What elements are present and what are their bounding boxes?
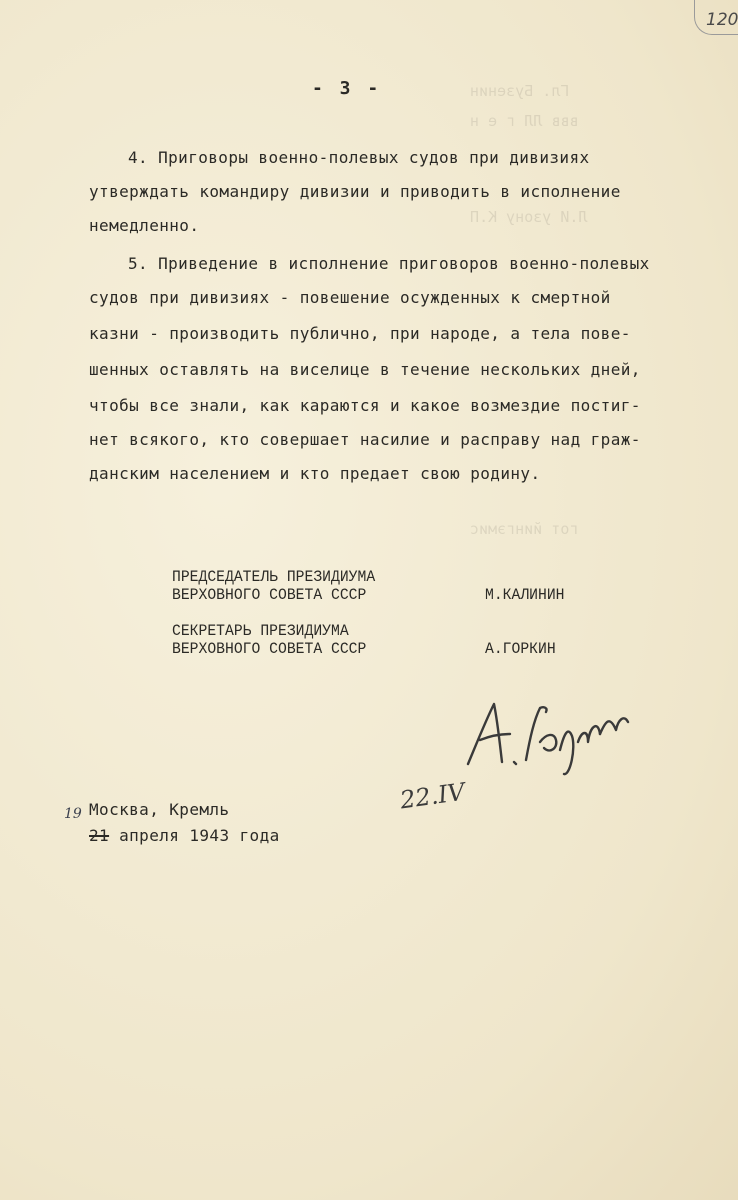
signing-date (89, 826, 280, 845)
page-header: - 3 - (312, 78, 382, 99)
paragraph-5-line-2: судов при дивизиях - повешение осужденных к смертной (89, 288, 611, 307)
bleed-through: гот йингэмис (470, 520, 579, 538)
page-number: 120 (706, 10, 738, 30)
paragraph-5-line-7: данским населением и кто предает свою родину. (89, 464, 541, 483)
paragraph-5-line-1: 5. Приведение в исполнение приговоров военно-полевых (128, 254, 650, 273)
bleed-through: Гл. Бузенин (470, 82, 570, 100)
bleed-through: ввв ЛЛ г е н (470, 112, 579, 130)
paragraph-5-line-5: чтобы все знали, как караются и какое возмездие постиг- (89, 396, 641, 415)
paragraph-4-line-2: утверждать командиру дивизии и приводить в исполнение (89, 182, 621, 201)
secretary-title-line-2: ВЕРХОВНОГО СОВЕТА СССР (172, 640, 367, 658)
paragraph-4-line-3: немедленно. (89, 216, 200, 235)
chairman-title-line-2: ВЕРХОВНОГО СОВЕТА СССР (172, 586, 367, 604)
bleed-through: Л.И узону К.П (470, 208, 588, 226)
date-rest: апреля 1943 года (109, 826, 280, 845)
handwritten-day-correction: 19 (64, 806, 82, 822)
chairman-name: М.КАЛИНИН (485, 586, 565, 604)
handwritten-signature (460, 690, 640, 780)
signing-place: Москва, Кремль (89, 800, 230, 819)
struck-day: 21 (89, 826, 110, 845)
handwritten-date-note: 22.IV (398, 777, 467, 815)
paragraph-5-line-4: шенных оставлять на виселице в течение нескольких дней, (89, 360, 641, 379)
paragraph-4-line-1: 4. Приговоры военно-полевых судов при дивизиях (128, 148, 590, 167)
paragraph-5-line-6: нет всякого, кто совершает насилие и расправу над граж- (89, 430, 641, 449)
paragraph-5-line-3: казни - производить публично, при народе, а тела пове- (89, 324, 631, 343)
secretary-name: А.ГОРКИН (485, 640, 556, 658)
chairman-title-line-1: ПРЕДСЕДАТЕЛЬ ПРЕЗИДИУМА (172, 568, 376, 586)
secretary-title-line-1: СЕКРЕТАРЬ ПРЕЗИДИУМА (172, 622, 349, 640)
